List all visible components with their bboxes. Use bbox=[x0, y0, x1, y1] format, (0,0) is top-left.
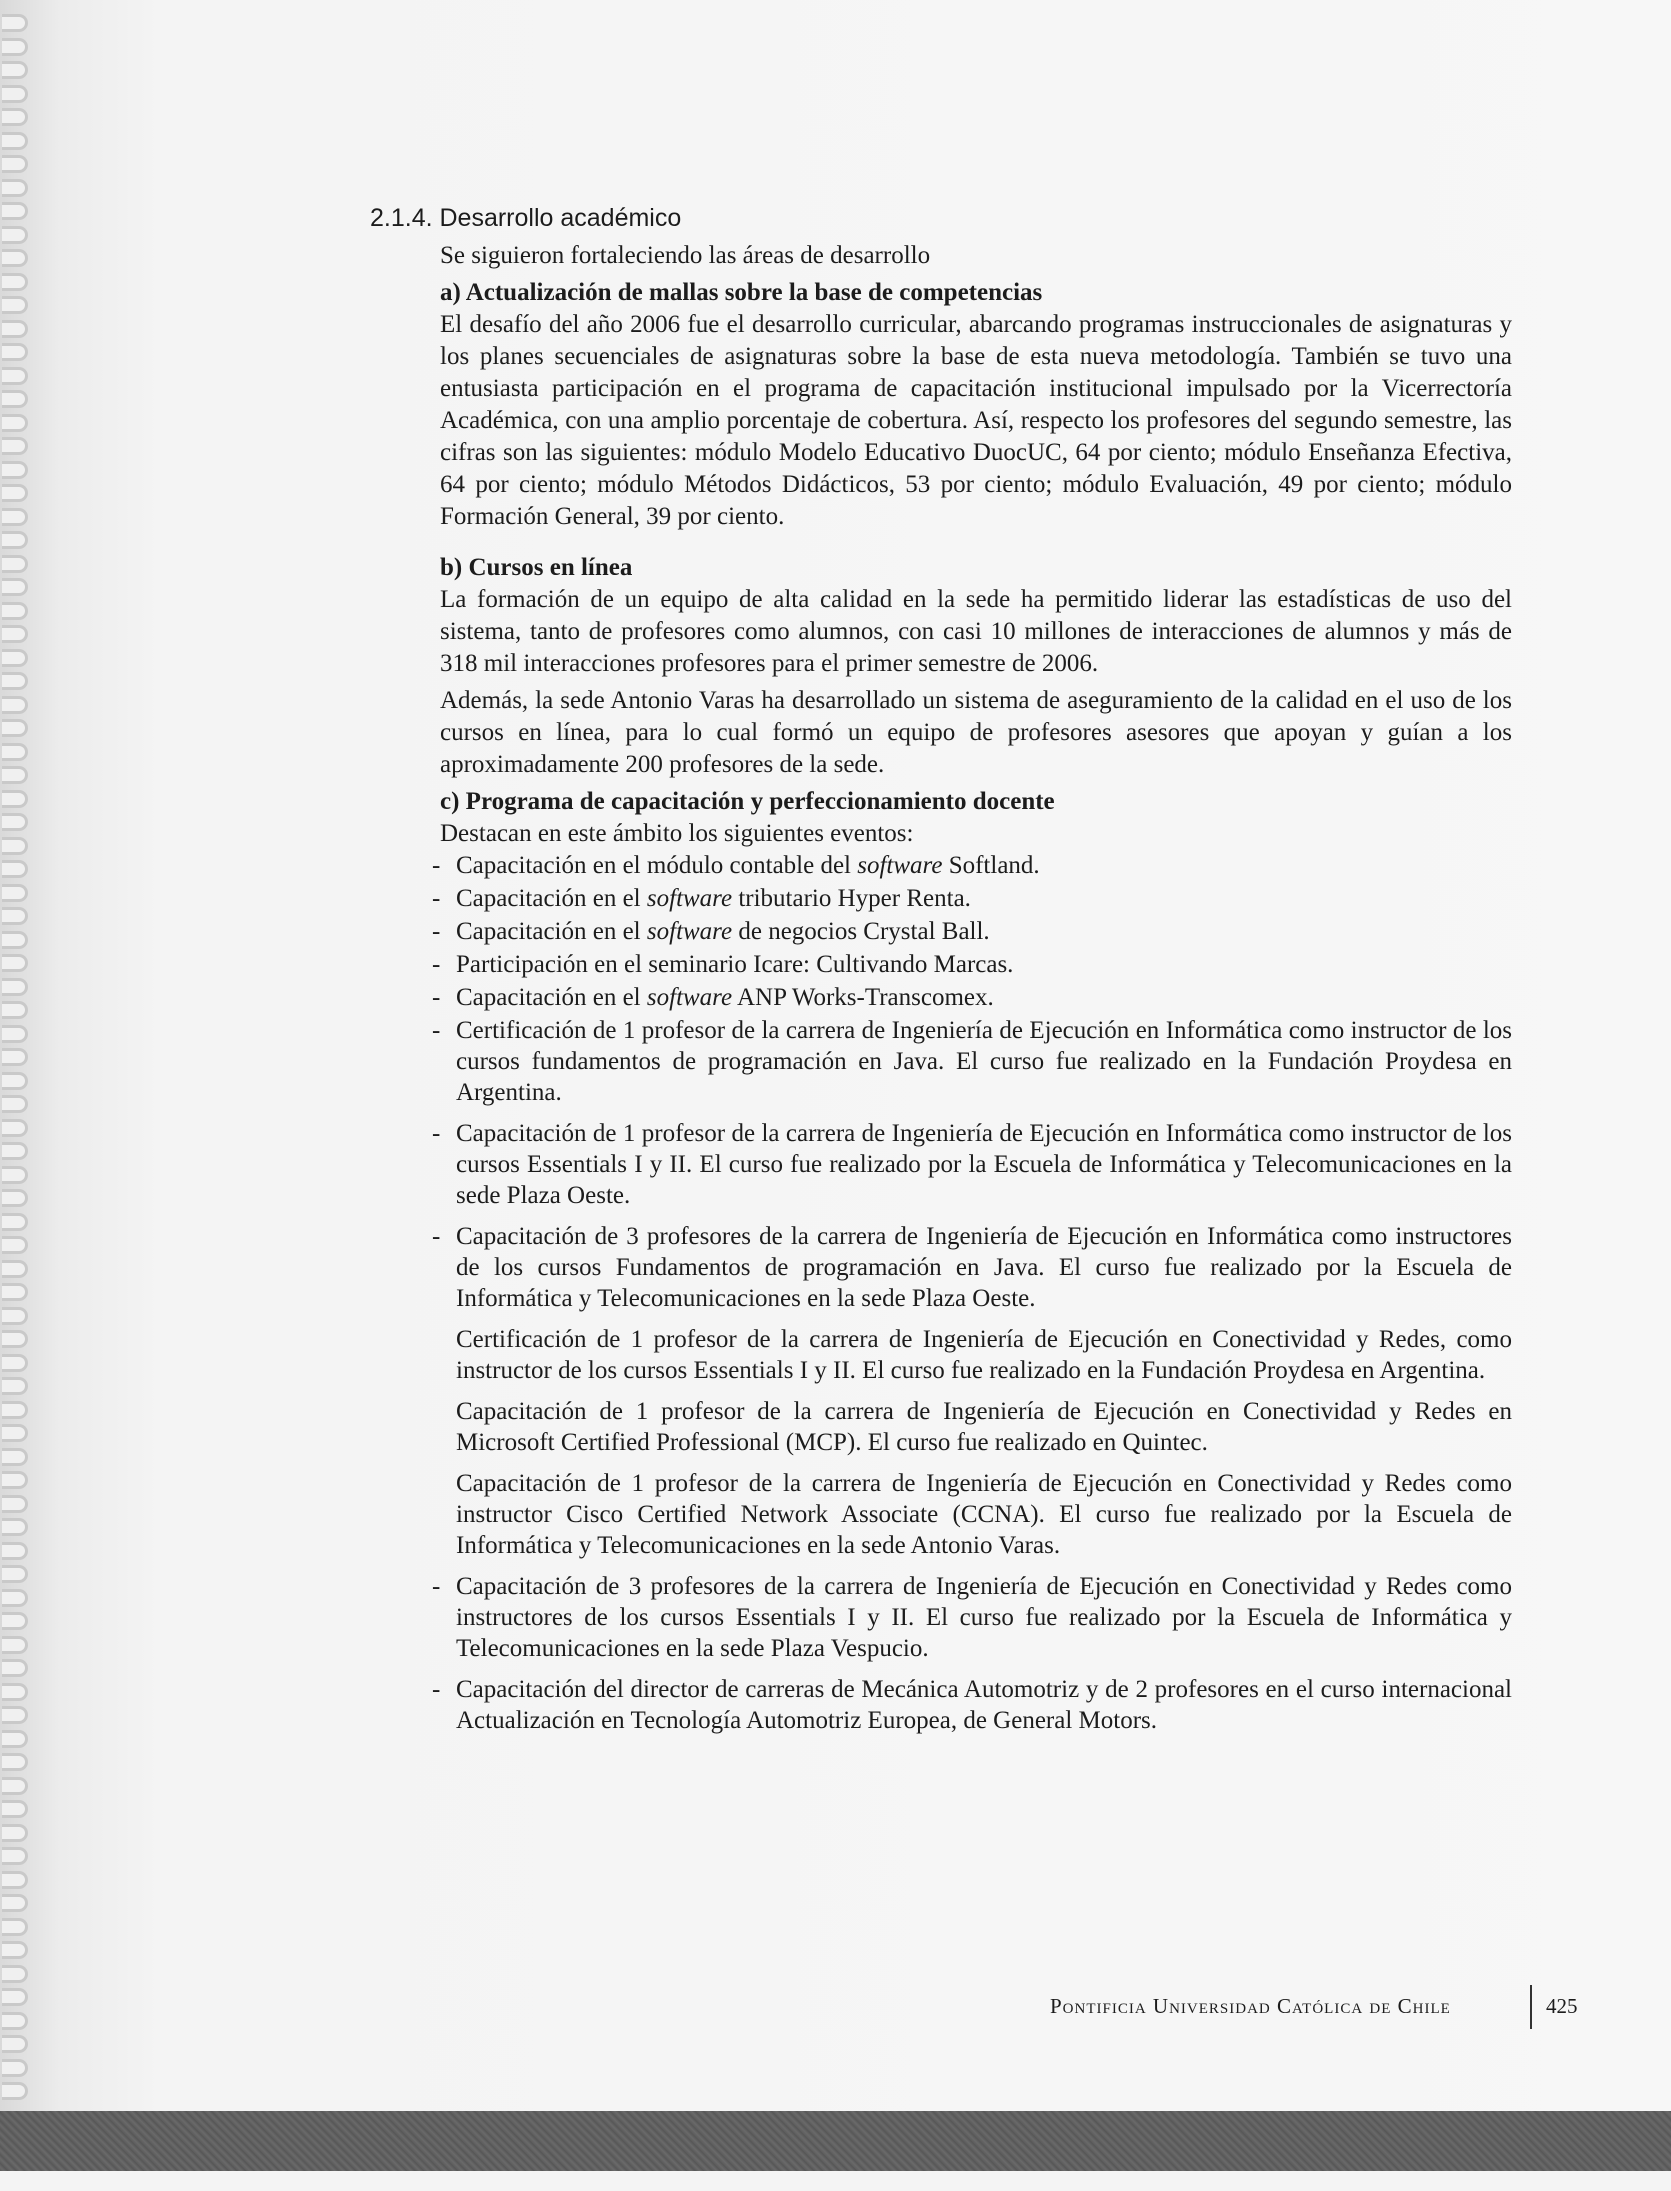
binding-ring bbox=[2, 743, 28, 761]
binding-ring bbox=[2, 1401, 28, 1419]
binding-ring bbox=[2, 2035, 28, 2053]
binding-ring bbox=[2, 1119, 28, 1137]
binding-ring bbox=[2, 1988, 28, 2006]
list-item: - Certificación de 1 profesor de la carrera de Ingeniería de Ejecución en Informática como instructor de los cursos fundamentos de programación en Java. El curso fue realizado en la Fundación Proydesa en Argentina. bbox=[432, 1017, 1512, 1106]
binding-ring bbox=[2, 813, 28, 831]
binding-ring bbox=[2, 155, 28, 173]
binding-ring bbox=[2, 696, 28, 714]
binding-ring bbox=[2, 766, 28, 784]
binding-ring bbox=[2, 907, 28, 925]
binding-ring bbox=[2, 790, 28, 808]
binding-ring bbox=[2, 1824, 28, 1842]
binding-ring bbox=[2, 367, 28, 385]
binding-ring bbox=[2, 1659, 28, 1677]
binding-ring bbox=[2, 1236, 28, 1254]
binding-ring bbox=[2, 860, 28, 878]
footer-institution: Pontificia Universidad Católica de Chile bbox=[1050, 1994, 1451, 2018]
binding-ring bbox=[2, 954, 28, 972]
binding-ring bbox=[2, 1025, 28, 1043]
binding-ring bbox=[2, 1330, 28, 1348]
binding-ring bbox=[2, 202, 28, 220]
subsection-b-title: b) Cursos en línea bbox=[440, 554, 633, 581]
binding-ring bbox=[2, 343, 28, 361]
scan-bottom-margin bbox=[0, 2171, 1671, 2191]
binding-ring bbox=[2, 61, 28, 79]
binding-ring bbox=[2, 1965, 28, 1983]
binding-ring bbox=[2, 1048, 28, 1066]
binding-ring bbox=[2, 1847, 28, 1865]
binding-ring bbox=[2, 672, 28, 690]
binding-ring bbox=[2, 85, 28, 103]
binding-ring bbox=[2, 1072, 28, 1090]
binding-ring bbox=[2, 249, 28, 267]
list-item: - Capacitación en el módulo contable del software Softland. bbox=[432, 852, 1040, 879]
binding-ring bbox=[2, 1589, 28, 1607]
binding-ring bbox=[2, 38, 28, 56]
binding-ring bbox=[2, 296, 28, 314]
binding-ring bbox=[2, 1213, 28, 1231]
body-content bbox=[432, 240, 1512, 1746]
binding-ring bbox=[2, 2059, 28, 2077]
subsection-b-paragraph-1: La formación de un equipo de alta calidad en la sede ha permitido liderar las estadísticas de uso del sistema, tanto de profesores como alumnos, con casi 10 millones de interacciones de alumnos y más de 318 mil interacciones profesores para el primer semestre de 2006. bbox=[440, 586, 1512, 677]
binding-ring bbox=[2, 578, 28, 596]
binding-ring bbox=[2, 1777, 28, 1795]
subsection-b-paragraph-2: Además, la sede Antonio Varas ha desarrollado un sistema de aseguramiento de la calidad en el uso de los cursos en línea, para lo cual formó un equipo de profesores asesores que apoyan y guían a los aproximadamente 200 profesores de la sede. bbox=[440, 687, 1512, 778]
binding-ring bbox=[2, 1377, 28, 1395]
binding-ring bbox=[2, 1542, 28, 1560]
binding-ring bbox=[2, 1941, 28, 1959]
binding-ring bbox=[2, 1424, 28, 1442]
binding-ring bbox=[2, 1307, 28, 1325]
binding-ring bbox=[2, 508, 28, 526]
binding-ring bbox=[2, 837, 28, 855]
binding-ring bbox=[2, 978, 28, 996]
binding-ring bbox=[2, 1706, 28, 1724]
subsection-a-title: a) Actualización de mallas sobre la base de competencias bbox=[440, 279, 1043, 306]
binding-ring bbox=[2, 1354, 28, 1372]
list-item: - Capacitación de 3 profesores de la carrera de Ingeniería de Ejecución en Informática como instructores de los cursos Fundamentos de programación en Java. El curso fue realizado por la Escuela de Informática y Telecomunicaciones en la sede Plaza Oeste. bbox=[432, 1223, 1512, 1312]
list-item: - Capacitación del director de carreras de Mecánica Automotriz y de 2 profesores en el curso internacional Actualización en Tecnología Automotriz Europea, de General Motors. bbox=[432, 1676, 1512, 1734]
binding-ring bbox=[2, 1871, 28, 1889]
binding-ring bbox=[2, 1095, 28, 1113]
footer-divider bbox=[1530, 1985, 1532, 2029]
list-item: - Capacitación de 1 profesor de la carrera de Ingeniería de Ejecución en Informática como instructor de los cursos Essentials I y II. El curso fue realizado por la Escuela de Informática y Telecomunicaciones en la sede Plaza Oeste. bbox=[432, 1120, 1512, 1209]
binding-ring bbox=[2, 273, 28, 291]
binding-ring bbox=[2, 226, 28, 244]
binding-ring bbox=[2, 437, 28, 455]
binding-ring bbox=[2, 602, 28, 620]
binding-ring bbox=[2, 1189, 28, 1207]
binding-ring bbox=[2, 1518, 28, 1536]
binding-ring bbox=[2, 1636, 28, 1654]
binding-ring bbox=[2, 132, 28, 150]
subsection-c-intro: Destacan en este ámbito los siguientes eventos: bbox=[440, 820, 914, 847]
binding-ring bbox=[2, 1918, 28, 1936]
binding-ring bbox=[2, 2082, 28, 2100]
binding-ring bbox=[2, 719, 28, 737]
binding-ring bbox=[2, 1894, 28, 1912]
binding-ring bbox=[2, 1753, 28, 1771]
list-item: Certificación de 1 profesor de la carrera de Ingeniería de Ejecución en Conectividad y Redes, como instructor de los cursos Essentials I y II. El curso fue realizado en la Fundación Proydesa en Argentina. bbox=[456, 1326, 1512, 1384]
binding-ring bbox=[2, 1612, 28, 1630]
section-heading: 2.1.4. Desarrollo académico bbox=[370, 204, 682, 232]
binding-ring bbox=[2, 884, 28, 902]
events-list bbox=[432, 850, 1512, 1736]
spiral-binding bbox=[0, 0, 34, 2191]
binding-ring bbox=[2, 2012, 28, 2030]
binding-ring bbox=[2, 625, 28, 643]
list-item: - Capacitación en el software de negocios Crystal Ball. bbox=[432, 918, 990, 945]
binding-ring bbox=[2, 1448, 28, 1466]
subsection-c-title: c) Programa de capacitación y perfeccionamiento docente bbox=[440, 788, 1055, 815]
binding-ring bbox=[2, 1471, 28, 1489]
binding-ring bbox=[2, 414, 28, 432]
binding-ring bbox=[2, 1683, 28, 1701]
binding-ring bbox=[2, 390, 28, 408]
subsection-a-paragraph: El desafío del año 2006 fue el desarrollo curricular, abarcando programas instruccionales de asignaturas y los planes secuenciales de asignaturas sobre la base de esta nueva metodología. También se tuvo una entusiasta participación en el programa de capacitación institucional impulsado por la Vicerrectoría Académica, con una amplio porcentaje de cobertura. Así, respecto los profesores del segundo semestre, las cifras son las siguientes: módulo Modelo Educativo DuocUC, 64 por ciento; módulo Enseñanza Efectiva, 64 por ciento; módulo Métodos Didácticos, 53 por ciento; módulo Evaluación, 49 por ciento; módulo Formación General, 39 por ciento. bbox=[440, 311, 1512, 530]
binding-ring bbox=[2, 531, 28, 549]
list-item: Capacitación de 1 profesor de la carrera de Ingeniería de Ejecución en Conectividad y Redes en Microsoft Certified Professional (MCP). El curso fue realizado en Quintec. bbox=[456, 1398, 1512, 1456]
binding-ring bbox=[2, 649, 28, 667]
binding-ring bbox=[2, 461, 28, 479]
binding-ring bbox=[2, 1166, 28, 1184]
binding-ring bbox=[2, 179, 28, 197]
binding-ring bbox=[2, 1730, 28, 1748]
binding-ring bbox=[2, 555, 28, 573]
binding-ring bbox=[2, 1260, 28, 1278]
binding-ring bbox=[2, 14, 28, 32]
binding-ring bbox=[2, 931, 28, 949]
section-intro: Se siguieron fortaleciendo las áreas de desarrollo bbox=[440, 242, 931, 269]
list-item: - Participación en el seminario Icare: Cultivando Marcas. bbox=[432, 951, 1014, 978]
list-item: Capacitación de 1 profesor de la carrera de Ingeniería de Ejecución en Conectividad y Redes como instructor Cisco Certified Network Associate (CCNA). El curso fue realizado por la Escuela de Informática y Telecomunicaciones en la sede Antonio Varas. bbox=[456, 1470, 1512, 1559]
binding-ring bbox=[2, 1142, 28, 1160]
binding-ring bbox=[2, 108, 28, 126]
page-number: 425 bbox=[1546, 1994, 1578, 2018]
binding-ring bbox=[2, 1001, 28, 1019]
list-item: - Capacitación en el software tributario Hyper Renta. bbox=[432, 885, 971, 912]
binding-ring bbox=[2, 1800, 28, 1818]
list-item: - Capacitación en el software ANP Works-Transcomex. bbox=[432, 984, 994, 1011]
binding-ring bbox=[2, 484, 28, 502]
scan-edge-band bbox=[0, 2111, 1671, 2171]
binding-ring bbox=[2, 1283, 28, 1301]
binding-ring bbox=[2, 1565, 28, 1583]
binding-ring bbox=[2, 1495, 28, 1513]
list-item: - Capacitación de 3 profesores de la carrera de Ingeniería de Ejecución en Conectividad y Redes como instructores de los cursos Essentials I y II. El curso fue realizado por la Escuela de Informática y Telecomunicaciones en la sede Plaza Vespucio. bbox=[432, 1573, 1512, 1662]
binding-ring bbox=[2, 320, 28, 338]
